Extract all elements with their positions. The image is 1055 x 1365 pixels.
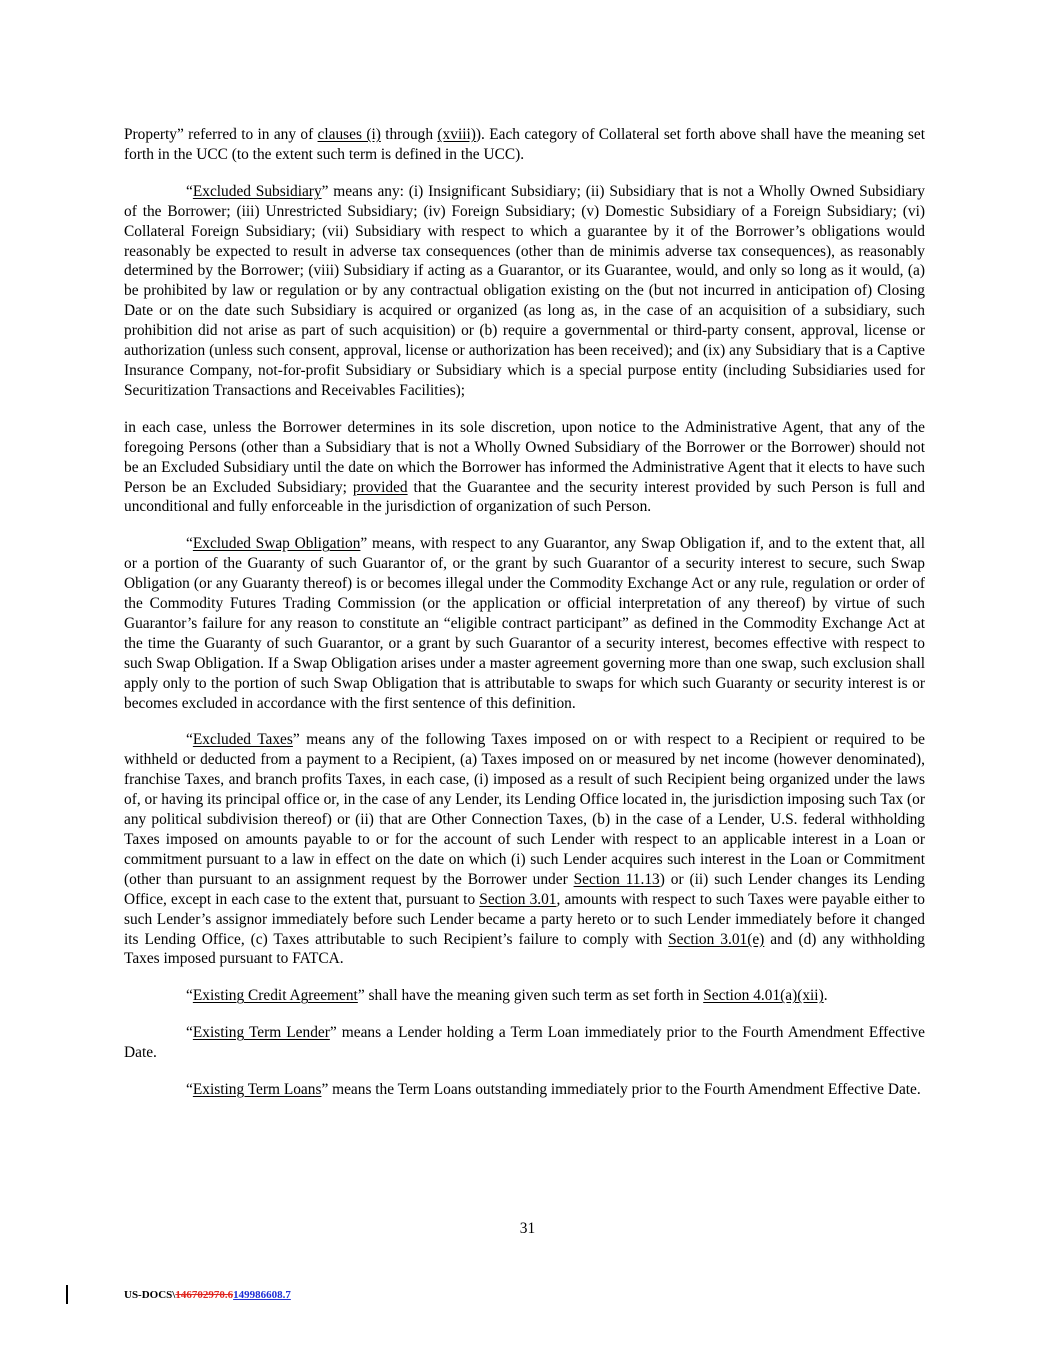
paragraph-excluded-swap-obligation <box>124 534 925 713</box>
text-run: Property” referred to in any of <box>124 126 318 143</box>
paragraph-existing-credit-agreement <box>124 986 925 1006</box>
text-run: , amounts with respect to such Taxes were payable either to such Lender’s assignor immediately before such Lender became a party hereto or to such Lender immediately before it changed its Lending Office, (c) Taxes attributable to such Recipient’s failure to comply with <box>124 890 925 948</box>
text-run: ” means a Lender holding a Term Loan immediately prior to the Fourth Amendment Effective Date. <box>124 1024 925 1062</box>
paragraph-excluded-taxes <box>124 730 925 969</box>
paragraph-existing-term-loans <box>124 1080 925 1100</box>
text-run: “ <box>186 731 193 749</box>
footer-prefix: US-DOCS\ <box>124 1289 176 1301</box>
text-run: “ <box>186 1081 193 1099</box>
text-run: “ <box>186 1024 193 1042</box>
underlined-term: Section 3.01 <box>479 890 557 908</box>
text-run: ) or (ii) such Lender changes its Lending Office, except in each case to the extent that, pursuant to <box>124 870 925 908</box>
text-run: ” means, with respect to any Guarantor, any Swap Obligation if, and to the extent that, all or a portion of the Guaranty of such Guarantor of, or the grant by such Guarantor of a security interest to secure, such Swap Obligation (or any Guaranty thereof) is or becomes illegal under the Commodity Exchange Act or any rule, regulation or order of the Commodity Futures Trading Commission (or the application or official interpretation of any thereof) by virtue of such Guarantor’s failure for any reason to constitute an “eligible contract participant” as defined in the Commodity Exchange Act at the time the Guaranty of such Guarantor, or a grant by such Guarantor of a security interest, becomes effective with respect to such Swap Obligation. If a Swap Obligation arises under a master agreement governing more than one swap, such exclusion shall apply only to the portion of such Swap Obligation that is attributable to swaps for which such Guaranty or security interest is or becomes excluded in accordance with the first sentence of this definition. <box>124 535 925 712</box>
underlined-term: Section 4.01(a)(xii) <box>703 987 824 1005</box>
paragraph-excluded-subsidiary <box>124 182 925 401</box>
paragraph-existing-term-lender <box>124 1023 925 1063</box>
paragraph-property <box>124 125 925 165</box>
text-run: through <box>380 126 438 143</box>
document-body <box>124 125 925 1117</box>
text-run: “ <box>186 535 193 553</box>
text-run: and (d) any withholding Taxes imposed pursuant to FATCA. <box>124 930 926 968</box>
document-id-footer <box>124 1289 291 1301</box>
underlined-term: clauses (i) <box>317 126 381 143</box>
text-run: ” shall have the meaning given such term as set forth in <box>357 987 704 1005</box>
underlined-term: Excluded Taxes <box>192 731 293 749</box>
revision-change-bar <box>66 1285 68 1304</box>
underlined-term: Section 3.01(e) <box>668 930 765 948</box>
underlined-term: Existing Credit Agreement <box>192 987 358 1005</box>
text-run: ). Each category of Collateral set forth above shall have the meaning set forth in the UCC (to the extent such term is defined in the UCC). <box>124 126 925 163</box>
text-run: ” means any: (i) Insignificant Subsidiary; (ii) Subsidiary that is not a Wholly Owned Subsidiary of the Borrower; (iii) Unrestricted Subsidiary; (iv) Foreign Subsidiary; (v) Domestic Subsidiary of a Foreign Subsidiary; (vi) Collateral Foreign Subsidiary; (vii) Subsidiary with respect to which a guarantee by it of the Borrower’s obligations would reasonably be expected to result in adverse tax consequences (other than de minimis adverse tax consequences), as reasonably determined by the Borrower; (viii) Subsidiary if acting as a Guarantor, or its Guarantee, would, and only so long as it would, (a) be prohibited by law or regulation or by any contractual obligation existing on the (but not incurred in anticipation of) Closing Date or on the date such Subsidiary is acquired or organized (as long as, in the case of an acquisition of a subsidiary, such prohibition did not arise as part of such acquisition) or (b) require a governmental or third-party consent, approval, license or authorization (unless such consent, approval, license or authorization has been received); and (ix) any Subsidiary that is a Captive Insurance Company, not-for-profit Subsidiary or Subsidiary which is a special purpose entity (including Subsidiaries used for Securitization Transactions and Receivables Facilities); <box>124 182 925 399</box>
text-run: in each case, unless the Borrower determines in its sole discretion, upon notice to the Administrative Agent, that any of the foregoing Persons (other than a Subsidiary that is not a Wholly Owned Subsidiary of the Borrower or the Borrower) should not be an Excluded Subsidiary until the date on which the Borrower has informed the Administrative Agent that it elects to have such Person be an Excluded Subsidiary; <box>124 418 925 496</box>
paragraph-in-each-case <box>124 418 925 518</box>
underlined-term: Excluded Subsidiary <box>192 182 322 200</box>
footer-deleted-id: 146702970.6 <box>175 1289 234 1301</box>
text-run: ” means any of the following Taxes imposed on or with respect to a Recipient or required to be withheld or deducted from a payment to a Recipient, (a) Taxes imposed on or measured by net income (however denominated), franchise Taxes, and branch profits Taxes, in each case, (i) imposed as a result of such Recipient being organized under the laws of, or having its principal office or, in the case of any Lender, its Lending Office located in, the jurisdiction imposing such Tax (or any political subdivision thereof) or (ii) that are Other Connection Taxes, (b) in the case of a Lender, U.S. federal withholding Taxes imposed on amounts payable to or for the account of such Lender with respect to an applicable interest in a Loan or commitment pursuant to a law in effect on the date on which (i) such Lender acquires such interest in the Loan or Commitment (other than pursuant to an assignment request by the Borrower under <box>124 731 925 888</box>
underlined-term: Existing Term Lender <box>192 1024 330 1042</box>
footer-inserted-id: 149986608.7 <box>233 1289 291 1301</box>
underlined-term: (xviii) <box>437 126 476 143</box>
text-run: that the Guarantee and the security interest provided by such Person is full and unconditional and fully enforceable in the jurisdiction of organization of such Person. <box>124 478 925 516</box>
text-run: ” means the Term Loans outstanding immediately prior to the Fourth Amendment Effective Date. <box>321 1081 921 1099</box>
text-run: “ <box>186 182 193 200</box>
underlined-term: provided <box>352 478 408 496</box>
underlined-term: Excluded Swap Obligation <box>192 535 361 553</box>
underlined-term: Existing Term Loans <box>192 1081 322 1099</box>
underlined-term: Section 11.13 <box>573 870 660 888</box>
page-number: 31 <box>519 1220 536 1237</box>
text-run: “ <box>186 987 193 1005</box>
text-run: . <box>823 987 828 1005</box>
